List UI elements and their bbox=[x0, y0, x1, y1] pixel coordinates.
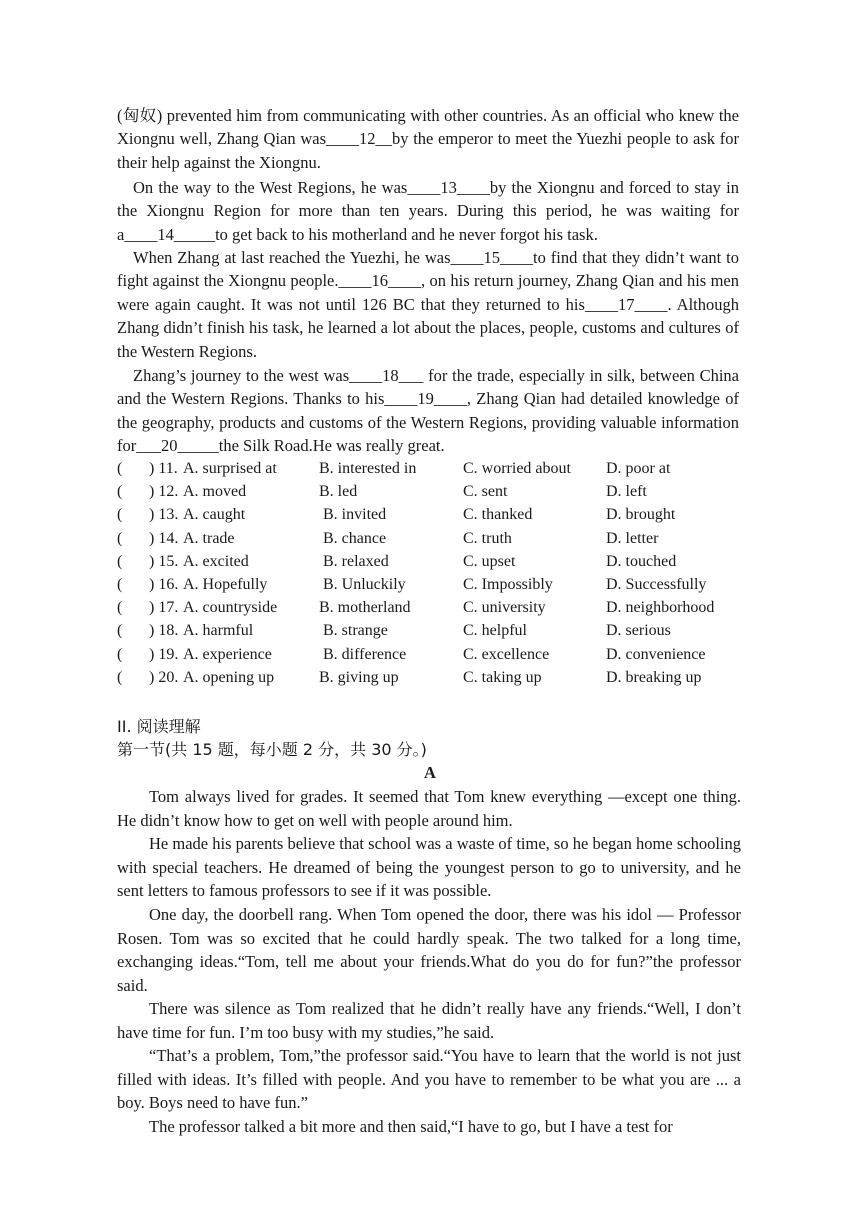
option-row-20 bbox=[117, 666, 747, 689]
option-c: C. thanked bbox=[463, 506, 533, 524]
option-b: B. motherland bbox=[319, 599, 411, 617]
option-c: C. helpful bbox=[463, 622, 527, 640]
question-number: ) 13. bbox=[149, 506, 179, 524]
option-c: C. worried about bbox=[463, 460, 571, 477]
option-a: A. Hopefully bbox=[183, 575, 268, 593]
section-heading: II. 阅读理解 bbox=[117, 717, 201, 736]
option-b: B. giving up bbox=[319, 668, 399, 686]
answer-paren: ( bbox=[117, 529, 123, 547]
option-row-19 bbox=[117, 643, 747, 666]
option-b: B. Unluckily bbox=[323, 575, 406, 593]
answer-paren: ( bbox=[117, 599, 123, 617]
answer-paren: ( bbox=[117, 622, 123, 640]
answer-paren: ( bbox=[117, 552, 123, 570]
reading-paragraph-2: He made his parents believe that school was a waste of time, so he began home schooling with special teachers. He dreamed of being the youngest person to go to university, and he sent letters to famous professors to see if it was possible. bbox=[117, 834, 741, 900]
option-b: B. strange bbox=[323, 622, 388, 640]
option-d: D. breaking up bbox=[606, 668, 702, 686]
reading-paragraph-3: One day, the doorbell rang. When Tom opened the door, there was his idol — Professor Rosen. Tom was so excited that he could hardly speak. The two talked for a long time, exchanging ideas.“Tom, tell me about your friends.What do you do for fun?”the professor said. bbox=[117, 905, 741, 995]
question-number: ) 12. bbox=[149, 483, 179, 501]
option-row-14 bbox=[117, 527, 747, 550]
option-c: C. sent bbox=[463, 483, 508, 501]
cloze-paragraph-4: Zhang’s journey to the west was____18___ for the trade, especially in silk, between China and the Western Regions. Thanks to his____19____, Zhang Qian had detailed knowledge of the geography, products and customs of the Western Regions, providing valuable information for___20_____the Silk Road.He was really great. bbox=[117, 366, 739, 456]
reading-paragraph-1: Tom always lived for grades. It seemed that Tom knew everything —except one thing. He didn’t know how to get on well with people around him. bbox=[117, 787, 741, 830]
option-b: B. difference bbox=[323, 645, 407, 663]
option-a: A. harmful bbox=[183, 622, 254, 640]
option-a: A. countryside bbox=[183, 599, 278, 617]
question-number: ) 11. bbox=[149, 460, 178, 477]
option-a: A. experience bbox=[183, 645, 272, 663]
answer-paren: ( bbox=[117, 506, 123, 524]
reading-paragraph-5: “That’s a problem, Tom,”the professor said.“You have to learn that the world is not just filled with ideas. It’s filled with people. And you have to remember to be what you are ... a boy. Boys need to have fun.” bbox=[117, 1046, 741, 1112]
option-b: B. relaxed bbox=[323, 552, 389, 570]
option-d: D. touched bbox=[606, 552, 677, 570]
option-a: A. trade bbox=[183, 529, 235, 547]
cloze-paragraph-3: When Zhang at last reached the Yuezhi, he was____15____to find that they didn’t want to fight against the Xiongnu people.____16____, on his return journey, Zhang Qian and his men were again caught. It was not until 126 BC that they returned to his____17____. Although Zhang didn’t finish his task, he learned a lot about the places, people, customs and cultures of the Western Regions. bbox=[117, 248, 739, 361]
option-c: C. taking up bbox=[463, 668, 542, 686]
reading-paragraph-6: The professor talked a bit more and then said,“I have to go, but I have a test for bbox=[149, 1117, 673, 1136]
option-d: D. serious bbox=[606, 622, 671, 640]
question-number: ) 19. bbox=[149, 645, 179, 663]
option-row-11 bbox=[117, 457, 747, 480]
answer-paren: ( bbox=[117, 645, 123, 663]
question-number: ) 20. bbox=[149, 668, 179, 686]
option-b: B. chance bbox=[323, 529, 387, 547]
option-row-13 bbox=[117, 503, 747, 526]
option-row-17 bbox=[117, 596, 747, 619]
question-number: ) 15. bbox=[149, 552, 179, 570]
cloze-options-list bbox=[117, 457, 747, 689]
option-d: D. letter bbox=[606, 529, 659, 547]
option-d: D. Successfully bbox=[606, 575, 707, 593]
question-number: ) 18. bbox=[149, 622, 179, 640]
option-a: A. moved bbox=[183, 483, 247, 501]
option-c: C. university bbox=[463, 599, 546, 617]
option-a: A. opening up bbox=[183, 668, 275, 686]
answer-paren: ( bbox=[117, 460, 123, 477]
option-a: A. surprised at bbox=[183, 460, 277, 477]
option-d: D. neighborhood bbox=[606, 599, 715, 617]
option-c: C. excellence bbox=[463, 645, 550, 663]
option-b: B. invited bbox=[323, 506, 387, 524]
cloze-paragraph-1: (匈奴) prevented him from communicating with other countries. As an official who knew the Xiongnu well, Zhang Qian was____12__by the emperor to meet the Yuezhi people to ask for their help against the Xiongnu. bbox=[117, 106, 739, 172]
answer-paren: ( bbox=[117, 668, 123, 686]
option-a: A. excited bbox=[183, 552, 249, 570]
question-number: ) 17. bbox=[149, 599, 179, 617]
answer-paren: ( bbox=[117, 483, 123, 501]
question-number: ) 16. bbox=[149, 575, 179, 593]
option-b: B. led bbox=[319, 483, 358, 501]
passage-label: A bbox=[424, 763, 436, 782]
section-subheading: 第一节(共 15 题，每小题 2 分，共 30 分。) bbox=[117, 740, 427, 759]
option-d: D. poor at bbox=[606, 460, 671, 477]
option-row-18 bbox=[117, 619, 747, 642]
option-d: D. brought bbox=[606, 506, 676, 524]
option-c: C. Impossibly bbox=[463, 575, 553, 593]
answer-paren: ( bbox=[117, 575, 123, 593]
option-b: B. interested in bbox=[319, 460, 417, 477]
option-c: C. truth bbox=[463, 529, 512, 547]
option-a: A. caught bbox=[183, 506, 246, 524]
reading-paragraph-4: There was silence as Tom realized that he didn’t really have any friends.“Well, I don’t have time for fun. I’m too busy with my studies,”he said. bbox=[117, 999, 741, 1042]
cloze-paragraph-2: On the way to the West Regions, he was____13____by the Xiongnu and forced to stay in the Xiongnu Region for more than ten years. During this period, he was waiting for a____14_____to get back to his motherland and he never forgot his task. bbox=[117, 178, 739, 244]
question-number: ) 14. bbox=[149, 529, 179, 547]
option-row-16 bbox=[117, 573, 747, 596]
option-row-12 bbox=[117, 480, 747, 503]
option-row-15 bbox=[117, 550, 747, 573]
option-c: C. upset bbox=[463, 552, 516, 570]
option-d: D. left bbox=[606, 483, 647, 501]
option-d: D. convenience bbox=[606, 645, 706, 663]
